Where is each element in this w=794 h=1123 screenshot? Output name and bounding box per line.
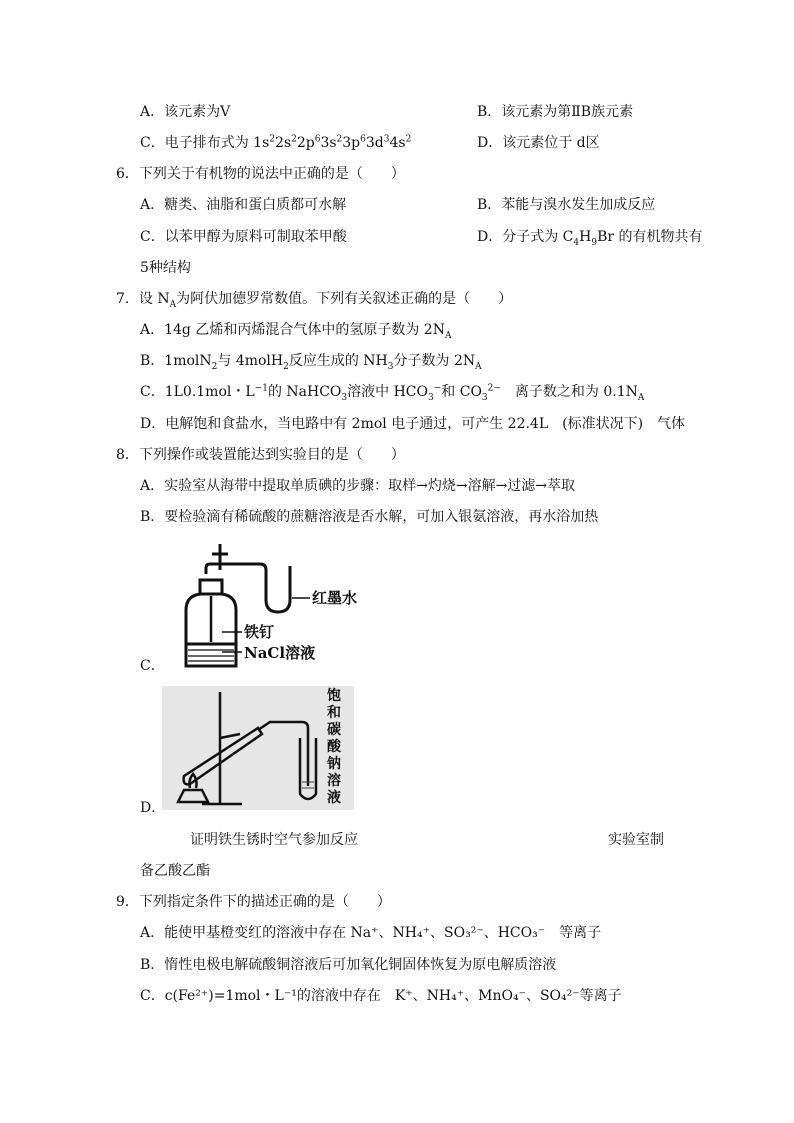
q8-option-d-label: D． bbox=[140, 800, 166, 816]
figure-c-label-red-ink: 红墨水 bbox=[312, 589, 358, 607]
q8-option-a: A．实验室从海带中提取单质碘的步骤：取样→灼烧→溶解→过滤→萃取 bbox=[140, 478, 576, 494]
figure-c-label-nail: 铁钉 bbox=[244, 623, 275, 641]
q5-option-c: C．电子排布式为 $1s^22s^22p^63s^23p^63d^34s^2$ bbox=[140, 134, 412, 151]
q6-option-d: D．分子式为 $C_4H_9Br$ 的有机物共有 bbox=[477, 229, 703, 248]
ethyl-acetate-apparatus-figure bbox=[162, 686, 354, 810]
q5-option-a: A．该元素为Ⅴ bbox=[140, 104, 231, 120]
q8-option-c-label: C． bbox=[140, 658, 165, 674]
q8-option-b: B．要检验滴有稀硫酸的蔗糖溶液是否水解，可加入银氨溶液，再水浴加热 bbox=[140, 509, 599, 525]
figure-d-label-saturated-sodium-carbonate: 饱 和 碳 酸 钠 溶 液 bbox=[327, 688, 341, 806]
q6-option-c: C．以苯甲醇为原料可制取苯甲酸 bbox=[140, 229, 347, 245]
q9-option-c: C．c(Fe²⁺)=1mol・L⁻¹的溶液中存在 K⁺、NH₄⁺、MnO₄⁻、SO₄²⁻等离子 bbox=[140, 988, 622, 1004]
q6-option-d-continued: 5种结构 bbox=[140, 260, 191, 276]
q9-option-b: B．惰性电极电解硫酸铜溶液后可加氧化铜固体恢复为原电解质溶液 bbox=[140, 957, 557, 973]
figure-d-caption-continued: 备乙酸乙酯 bbox=[140, 863, 210, 879]
figure-c-caption: 证明铁生锈时空气参加反应 bbox=[190, 832, 358, 848]
q7-option-b: B．1molN$_2$与 4molH$_2$反应生成的 $NH_3$分子数为 $2N_A$ bbox=[140, 353, 482, 372]
figure-d-caption: 实验室制 bbox=[608, 832, 664, 848]
q6-option-a: A．糖类、油脂和蛋白质都可水解 bbox=[140, 197, 347, 213]
q7-stem: 7．设 $N_A$为阿伏加德罗常数值。下列有关叙述正确的是（ ） bbox=[116, 291, 513, 310]
q8-stem: 8．下列操作或装置能达到实验目的是（ ） bbox=[116, 447, 405, 463]
q6-stem: 6．下列关于有机物的说法中正确的是（ ） bbox=[116, 166, 405, 182]
q5-option-d: D．该元素位于 d区 bbox=[477, 135, 600, 151]
q7-option-d: D．电解饱和食盐水，当电路中有 2mol 电子通过，可产生 22.4L (标准状况下) 气体 bbox=[140, 416, 686, 432]
q7-option-c: C．1L0.1mol・$L^{-1}$的 NaHCO$_3$溶液中 $HCO_3^-$和 $CO_3^{2-}$ 离子数之和为 $0.1N_A$ bbox=[140, 383, 645, 403]
q9-stem: 9．下列指定条件下的描述正确的是（ ） bbox=[116, 894, 391, 910]
figure-c-label-nacl: NaCl溶液 bbox=[244, 644, 316, 662]
q6-option-b: B．苯能与溴水发生加成反应 bbox=[477, 197, 656, 213]
q7-option-a: A．14g 乙烯和丙烯混合气体中的氢原子数为 $2N_A$ bbox=[140, 322, 452, 341]
q9-option-a: A．能使甲基橙变红的溶液中存在 Na⁺、NH₄⁺、SO₃²⁻、HCO₃⁻ 等离子 bbox=[140, 925, 602, 941]
q5-option-b: B．该元素为第ⅡB族元素 bbox=[477, 104, 634, 120]
